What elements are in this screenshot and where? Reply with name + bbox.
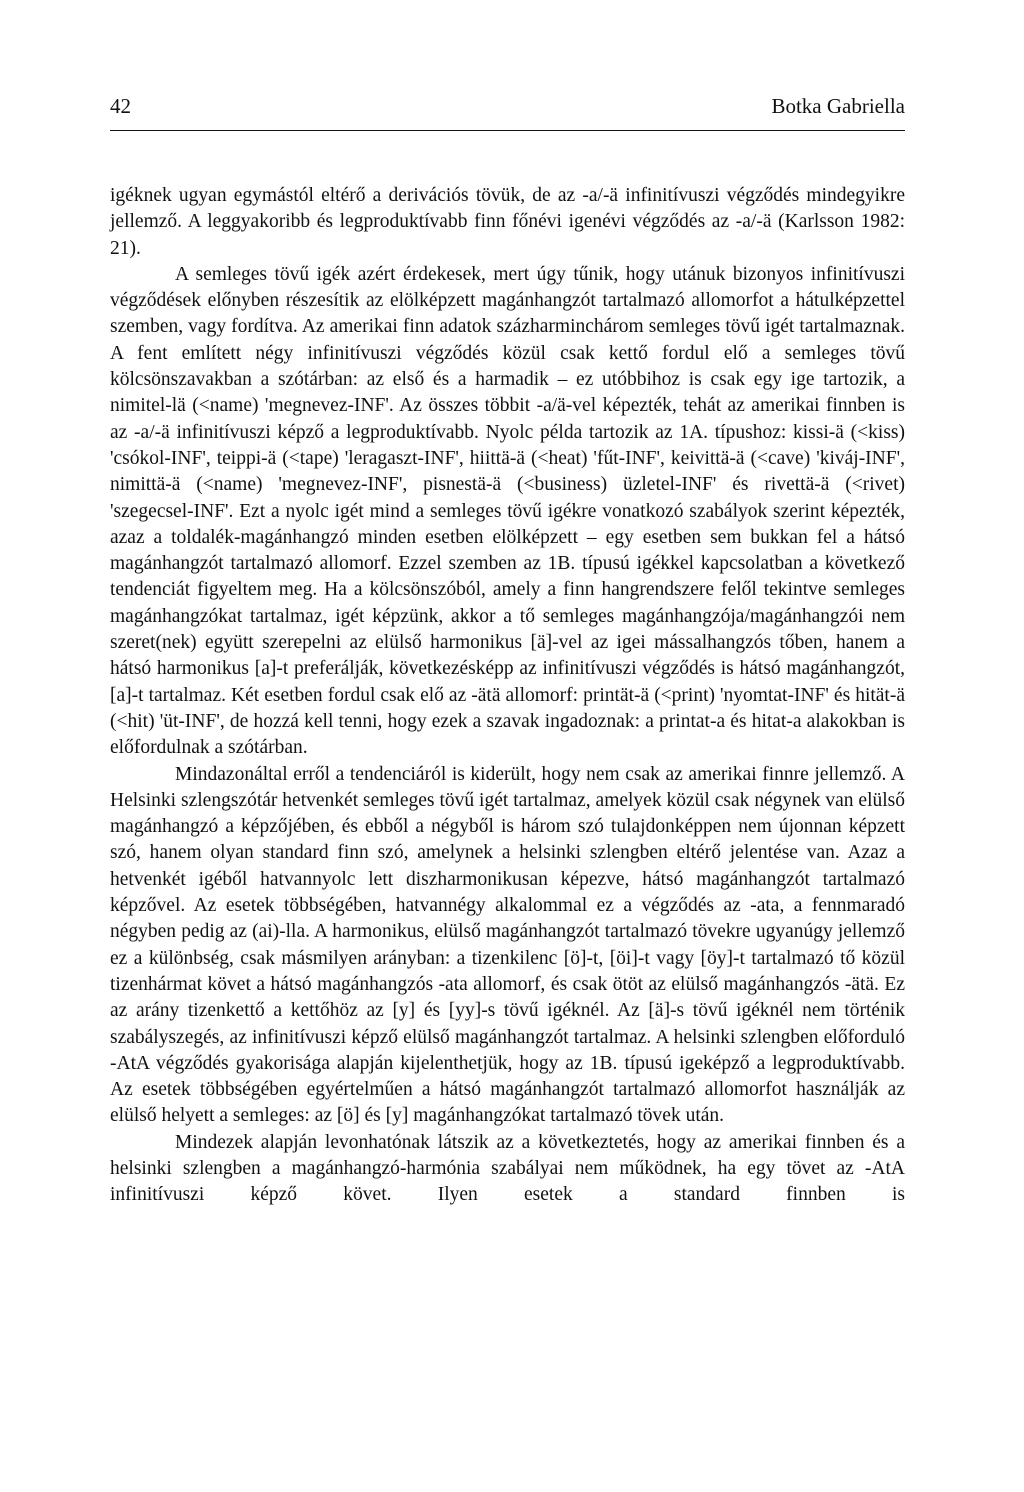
- paragraph-4-text: Mindezek alapján levonhatónak látszik az a következtetés, hogy az amerikai finnben és a helsinki szlengben a magánhangzó-harmónia szabályai nem működnek, ha egy tövet az -AtA infinitívuszi képző követ. Ilyen esetek a standard finnben is: [110, 1131, 905, 1206]
- body-text: [110, 183, 905, 1209]
- header-rule: [110, 130, 905, 131]
- paragraph-2: A semleges tövű igék azért érdekesek, mert úgy tűnik, hogy utánuk bizonyos infinitívuszi végződések előnyben részesítik az elölképzett magánhangzót tartalmazó allomorfot a hátulképzettel szemben, vagy fordítva. Az amerikai finn adatok százharminchárom semleges tövű igét tartalmaznak. A fent említett négy infinitívuszi végződés közül csak kettő fordul elő a semleges tövű kölcsönszavakban a szótárban: az első és a harmadik – ez utóbbihoz is csak egy ige tartozik, a nimitel-lä (<name) 'megnevez-INF'. Az összes többit -a/ä-vel képezték, tehát az amerikai finnben is az -a/-ä infinitívuszi képző a legproduktívabb. Nyolc példa tartozik az 1A. típushoz: kissi-ä (<kiss) 'csókol-INF', teippi-ä (<tape) 'leragaszt-INF', hiittä-ä (<heat) 'fűt-INF', keivittä-ä (<cave) 'kiváj-INF', nimittä-ä (<name) 'megnevez-INF', pisnestä-ä (<business) üzletel-INF' és rivettä-ä (<rivet) 'szegecsel-INF'. Ezt a nyolc igét mind a semleges tövű igékre vonatkozó szabályok szerint képezték, azaz a toldalék-magánhangzó minden esetben elölképzett – egy esetben sem bukkan fel a hátsó magánhangzót tartalmazó allomorf. Ezzel szemben az 1B. típusú igékkel kapcsolatban a következő tendenciát figyeltem meg. Ha a kölcsönszóból, amely a finn hangrendszere felől tekintve semleges magánhangzókat tartalmaz, igét képzünk, akkor a tő semleges magánhangzója/magánhangzói nem szeret(nek) együtt szerepelni az elülső harmonikus [ä]-vel az igei mássalhangzós tőben, hanem a hátsó harmonikus [a]-t preferálják, következésképp az infinitívuszi végződés is hátsó magánhangzót, [a]-t tartalmaz. Két esetben fordul csak elő az -ätä allomorf: printät-ä (<print) 'nyomtat-INF' és hität-ä (<hit) 'üt-INF', de hozzá kell tenni, hogy ezek a szavak ingadoznak: a printat-a és hitat-a alakokban is előfordulnak a szótárban.: [110, 263, 905, 759]
- paragraph-1: igéknek ugyan egymástól eltérő a derivációs tövük, de az -a/-ä infinitívuszi végződés mindegyikre jellemző. A leggyakoribb és legproduktívabb finn főnévi igenévi végződés az -a/-ä (Karlsson 1982: 21).: [110, 185, 905, 259]
- page-header: [110, 94, 905, 124]
- page-number: 42: [110, 94, 131, 118]
- paragraph-4: [110, 1130, 905, 1209]
- paragraph-3: Mindazonáltal erről a tendenciáról is kiderült, hogy nem csak az amerikai finnre jellemző. A Helsinki szlengszótár hetvenkét semleges tövű igét tartalmaz, amelyek közül csak négynek van elülső magánhangzó a képzőjében, és ebből a négyből is három szó tulajdonképpen nem újonnan képzett szó, hanem olyan standard finn szó, amelynek a helsinki szlengben eltérő jelentése van. Azaz a hetvenkét igéből hatvannyolc lett diszharmonikusan képezve, hátsó magánhangzót tartalmazó képzővel. Az esetek többségében, hatvannégy alkalommal ez a végződés az -ata, a fennmaradó négyben pedig az (ai)-lla. A harmonikus, elülső magánhangzót tartalmazó tövekre ugyanúgy jellemző ez a különbség, csak másmilyen arányban: a tizenkilenc [ö]-t, [öi]-t vagy [öy]-t tartalmazó tő közül tizenhármat követ a hátsó magánhangzós -ata allomorf, és csak ötöt az elülső magánhangzós -ätä. Ez az arány tizenkettő a kettőhöz az [y] és [yy]-s tövű igéknél. Az [ä]-s tövű igéknél nem történik szabályszegés, az infinitívuszi képző elülső magánhangzót tartalmaz. A helsinki szlengben előforduló -AtA végződés gyakorisága alapján kijelenthetjük, hogy az 1B. típusú igeképző a legproduktívabb. Az esetek többségében egyértelműen a hátsó magánhangzót tartalmazó allomorfot használják az elülső helyett a semleges: az [ö] és [y] magánhangzókat tartalmazó tövek után.: [110, 763, 905, 1127]
- running-head-author: Botka Gabriella: [771, 94, 905, 118]
